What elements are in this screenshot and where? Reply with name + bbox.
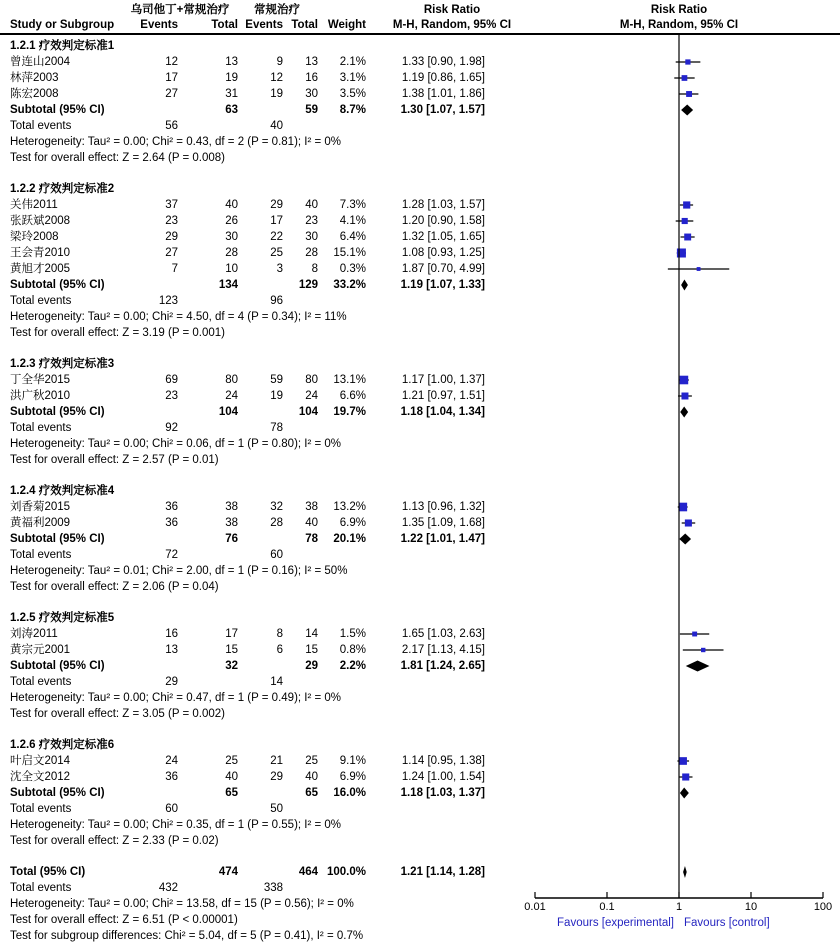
axis-tick-label: 0.01	[524, 901, 546, 913]
total-control: 23	[305, 215, 318, 227]
events-control: 19	[270, 88, 283, 100]
risk-ratio-ci-text: 1.33 [0.90, 1.98]	[401, 56, 485, 68]
subtotal-weight: 33.2%	[333, 279, 366, 291]
events-column-header-control: Events	[245, 19, 283, 31]
events-control: 6	[276, 644, 283, 656]
total-experimental: 31	[225, 88, 238, 100]
control-group-header: 常规治疗	[254, 4, 300, 16]
events-experimental: 24	[165, 755, 178, 767]
table-row	[0, 547, 840, 563]
study-name: 张跃斌2008	[10, 215, 71, 227]
risk-ratio-ci-text: 2.17 [1.13, 4.15]	[401, 644, 485, 656]
total-experimental: 13	[225, 56, 238, 68]
table-row	[0, 610, 840, 626]
subgroup-heading: 1.2.5 疗效判定标准5	[10, 612, 115, 624]
table-row	[0, 102, 840, 118]
grand-total-weight: 100.0%	[326, 866, 366, 878]
table-row	[0, 372, 840, 388]
table-row	[0, 150, 840, 166]
subtotal-total-experimental: 63	[225, 104, 238, 116]
table-row	[0, 833, 840, 849]
favours-control-label: Favours [control]	[684, 917, 770, 929]
table-row	[0, 642, 840, 658]
weight-value: 1.5%	[339, 628, 366, 640]
table-row	[0, 928, 840, 944]
table-row	[0, 579, 840, 595]
events-experimental: 23	[165, 215, 178, 227]
events-experimental: 36	[165, 771, 178, 783]
table-row	[0, 118, 840, 134]
method-column-header-table: M-H, Random, 95% CI	[392, 19, 512, 31]
table-row	[0, 880, 840, 896]
table-row	[0, 134, 840, 150]
table-row	[0, 452, 840, 468]
subtotal-total-control: 104	[298, 406, 318, 418]
subtotal-ci-text: 1.30 [1.07, 1.57]	[400, 104, 485, 116]
events-control: 9	[276, 56, 283, 68]
total-events-experimental: 432	[158, 882, 178, 894]
weight-value: 13.1%	[333, 374, 366, 386]
events-experimental: 23	[165, 390, 178, 402]
study-name: 林萍2003	[10, 72, 59, 84]
table-row	[0, 468, 840, 483]
table-row	[0, 341, 840, 356]
header-rule	[0, 33, 840, 35]
total-experimental: 40	[225, 771, 238, 783]
subtotal-label: Subtotal (95% CI)	[10, 279, 105, 291]
risk-ratio-ci-text: 1.14 [0.95, 1.38]	[401, 755, 485, 767]
total-control: 38	[305, 501, 318, 513]
total-control: 40	[305, 517, 318, 529]
study-name: 梁玲2008	[10, 231, 59, 243]
total-events-control: 50	[270, 803, 283, 815]
weight-value: 13.2%	[333, 501, 366, 513]
table-row	[0, 483, 840, 499]
weight-value: 7.3%	[339, 199, 366, 211]
table-row	[0, 626, 840, 642]
risk-ratio-ci-text: 1.87 [0.70, 4.99]	[401, 263, 485, 275]
total-experimental: 19	[225, 72, 238, 84]
subtotal-total-control: 78	[305, 533, 318, 545]
table-row	[0, 737, 840, 753]
events-experimental: 69	[165, 374, 178, 386]
events-control: 19	[270, 390, 283, 402]
total-experimental: 25	[225, 755, 238, 767]
table-row	[0, 404, 840, 420]
total-events-label: Total events	[10, 295, 72, 307]
total-events-experimental: 72	[165, 549, 178, 561]
events-control: 17	[270, 215, 283, 227]
table-row	[0, 325, 840, 341]
table-row	[0, 817, 840, 833]
heterogeneity-text: Heterogeneity: Tau² = 0.00; Chi² = 0.35, df = 1 (P = 0.55); I² = 0%	[10, 819, 342, 831]
total-control: 28	[305, 247, 318, 259]
total-experimental: 38	[225, 501, 238, 513]
table-row	[0, 213, 840, 229]
subtotal-total-control: 129	[298, 279, 318, 291]
table-row	[0, 896, 840, 912]
subtotal-ci-text: 1.18 [1.03, 1.37]	[400, 787, 485, 799]
total-control: 15	[305, 644, 318, 656]
total-control: 30	[305, 88, 318, 100]
table-row	[0, 388, 840, 404]
total-experimental: 24	[225, 390, 238, 402]
events-control: 28	[270, 517, 283, 529]
total-control: 80	[305, 374, 318, 386]
risk-ratio-header-table: Risk Ratio	[423, 4, 481, 16]
subgroup-differences-text: Test for subgroup differences: Chi² = 5.04, df = 5 (P = 0.41), I² = 0.7%	[10, 930, 364, 942]
table-row	[0, 245, 840, 261]
subtotal-weight: 2.2%	[339, 660, 366, 672]
table-row	[0, 356, 840, 372]
subtotal-label: Subtotal (95% CI)	[10, 533, 105, 545]
subgroup-heading: 1.2.6 疗效判定标准6	[10, 739, 115, 751]
risk-ratio-ci-text: 1.19 [0.86, 1.65]	[401, 72, 485, 84]
weight-value: 6.9%	[339, 771, 366, 783]
events-control: 32	[270, 501, 283, 513]
total-column-header-control: Total	[291, 19, 318, 31]
study-name: 黄福利2009	[10, 517, 71, 529]
events-control: 12	[270, 72, 283, 84]
total-events-label: Total events	[10, 549, 72, 561]
total-control: 8	[311, 263, 318, 275]
subgroup-heading: 1.2.3 疗效判定标准3	[10, 358, 115, 370]
total-control: 40	[305, 199, 318, 211]
table-row	[0, 436, 840, 452]
study-name: 黄旭才2005	[10, 263, 71, 275]
overall-effect-text: Test for overall effect: Z = 2.64 (P = 0.008)	[10, 152, 225, 164]
total-events-experimental: 29	[165, 676, 178, 688]
grand-total-control: 464	[298, 866, 318, 878]
weight-value: 9.1%	[339, 755, 366, 767]
table-row	[0, 722, 840, 737]
study-name: 刘香菊2015	[10, 501, 71, 513]
subtotal-total-experimental: 134	[218, 279, 238, 291]
table-row	[0, 753, 840, 769]
total-control: 30	[305, 231, 318, 243]
table-row	[0, 706, 840, 722]
table-row	[0, 801, 840, 817]
events-experimental: 27	[165, 247, 178, 259]
table-row	[0, 181, 840, 197]
subtotal-total-experimental: 76	[225, 533, 238, 545]
table-row	[0, 785, 840, 801]
subtotal-weight: 19.7%	[333, 406, 366, 418]
table-row	[0, 864, 840, 880]
total-experimental: 17	[225, 628, 238, 640]
study-name: 沈全文2012	[10, 771, 71, 783]
table-row	[0, 595, 840, 610]
total-control: 40	[305, 771, 318, 783]
method-column-header-plot: M-H, Random, 95% CI	[619, 19, 739, 31]
subtotal-label: Subtotal (95% CI)	[10, 104, 105, 116]
table-row	[0, 658, 840, 674]
events-experimental: 37	[165, 199, 178, 211]
subtotal-ci-text: 1.81 [1.24, 2.65]	[400, 660, 485, 672]
table-row	[0, 515, 840, 531]
study-name: 叶启文2014	[10, 755, 71, 767]
table-row	[0, 86, 840, 102]
axis-tick-label: 0.1	[599, 901, 615, 913]
total-events-experimental: 92	[165, 422, 178, 434]
subgroup-heading: 1.2.4 疗效判定标准4	[10, 485, 115, 497]
subtotal-total-control: 65	[305, 787, 318, 799]
total-events-label: Total events	[10, 422, 72, 434]
overall-effect-text: Test for overall effect: Z = 3.05 (P = 0.002)	[10, 708, 225, 720]
total-events-control: 40	[270, 120, 283, 132]
table-row	[0, 420, 840, 436]
risk-ratio-ci-text: 1.65 [1.03, 2.63]	[401, 628, 485, 640]
table-row	[0, 499, 840, 515]
table-row	[0, 531, 840, 547]
weight-value: 6.9%	[339, 517, 366, 529]
weight-value: 2.1%	[339, 56, 366, 68]
events-experimental: 36	[165, 517, 178, 529]
axis-tick-label: 10	[744, 901, 758, 913]
total-experimental: 26	[225, 215, 238, 227]
events-control: 29	[270, 199, 283, 211]
risk-ratio-ci-text: 1.13 [0.96, 1.32]	[401, 501, 485, 513]
total-events-experimental: 56	[165, 120, 178, 132]
table-row	[0, 293, 840, 309]
overall-effect-text: Test for overall effect: Z = 3.19 (P = 0.001)	[10, 327, 225, 339]
events-column-header-experimental: Events	[140, 19, 178, 31]
table-row	[0, 38, 840, 54]
events-experimental: 36	[165, 501, 178, 513]
weight-value: 0.3%	[339, 263, 366, 275]
table-row	[0, 769, 840, 785]
weight-value: 3.1%	[339, 72, 366, 84]
heterogeneity-text: Heterogeneity: Tau² = 0.01; Chi² = 2.00, df = 1 (P = 0.16); I² = 50%	[10, 565, 348, 577]
risk-ratio-header-plot: Risk Ratio	[650, 4, 708, 16]
heterogeneity-text: Heterogeneity: Tau² = 0.00; Chi² = 0.43, df = 2 (P = 0.81); I² = 0%	[10, 136, 342, 148]
experimental-group-header: 乌司他丁+常规治疗	[130, 4, 230, 16]
study-name: 刘涛2011	[10, 628, 58, 640]
favours-experimental-label: Favours [experimental]	[557, 917, 674, 929]
total-experimental: 28	[225, 247, 238, 259]
study-name: 王会青2010	[10, 247, 71, 259]
risk-ratio-ci-text: 1.35 [1.09, 1.68]	[401, 517, 485, 529]
study-name: 陈宏2008	[10, 88, 59, 100]
events-control: 25	[270, 247, 283, 259]
table-row	[0, 229, 840, 245]
table-row	[0, 674, 840, 690]
total-events-label: Total events	[10, 676, 72, 688]
weight-value: 15.1%	[333, 247, 366, 259]
weight-value: 0.8%	[339, 644, 366, 656]
grand-total-experimental: 474	[218, 866, 238, 878]
overall-effect-text: Test for overall effect: Z = 6.51 (P < 0.00001)	[10, 914, 238, 926]
total-events-label: Total events	[10, 120, 72, 132]
total-control: 24	[305, 390, 318, 402]
total-events-control: 14	[270, 676, 283, 688]
grand-total-label: Total (95% CI)	[10, 866, 86, 878]
subgroup-heading: 1.2.2 疗效判定标准2	[10, 183, 115, 195]
total-events-label: Total events	[10, 803, 72, 815]
total-column-header-experimental: Total	[211, 19, 238, 31]
subtotal-label: Subtotal (95% CI)	[10, 660, 105, 672]
events-control: 59	[270, 374, 283, 386]
risk-ratio-ci-text: 1.24 [1.00, 1.54]	[401, 771, 485, 783]
total-events-control: 96	[270, 295, 283, 307]
subgroup-heading: 1.2.1 疗效判定标准1	[10, 40, 115, 52]
risk-ratio-ci-text: 1.38 [1.01, 1.86]	[401, 88, 485, 100]
subtotal-total-experimental: 32	[225, 660, 238, 672]
risk-ratio-ci-text: 1.20 [0.90, 1.58]	[401, 215, 485, 227]
study-name: 洪广秋2010	[10, 390, 71, 402]
subtotal-ci-text: 1.19 [1.07, 1.33]	[400, 279, 485, 291]
weight-value: 6.6%	[339, 390, 366, 402]
total-experimental: 38	[225, 517, 238, 529]
table-row	[0, 261, 840, 277]
risk-ratio-ci-text: 1.32 [1.05, 1.65]	[401, 231, 485, 243]
risk-ratio-ci-text: 1.28 [1.03, 1.57]	[401, 199, 485, 211]
heterogeneity-text: Heterogeneity: Tau² = 0.00; Chi² = 0.47, df = 1 (P = 0.49); I² = 0%	[10, 692, 342, 704]
subtotal-ci-text: 1.22 [1.01, 1.47]	[400, 533, 485, 545]
study-name: 曾连山2004	[10, 56, 71, 68]
total-experimental: 15	[225, 644, 238, 656]
axis-tick-label: 1	[675, 901, 683, 913]
subtotal-weight: 16.0%	[333, 787, 366, 799]
events-control: 8	[276, 628, 283, 640]
heterogeneity-text: Heterogeneity: Tau² = 0.00; Chi² = 0.06, df = 1 (P = 0.80); I² = 0%	[10, 438, 342, 450]
total-events-control: 78	[270, 422, 283, 434]
events-experimental: 27	[165, 88, 178, 100]
table-row	[0, 690, 840, 706]
subtotal-total-experimental: 65	[225, 787, 238, 799]
table-row	[0, 563, 840, 579]
events-control: 22	[270, 231, 283, 243]
overall-effect-text: Test for overall effect: Z = 2.06 (P = 0.04)	[10, 581, 219, 593]
total-experimental: 40	[225, 199, 238, 211]
risk-ratio-ci-text: 1.08 [0.93, 1.25]	[401, 247, 485, 259]
total-control: 14	[305, 628, 318, 640]
events-control: 29	[270, 771, 283, 783]
axis-tick-label: 100	[813, 901, 833, 913]
subtotal-weight: 20.1%	[333, 533, 366, 545]
heterogeneity-text: Heterogeneity: Tau² = 0.00; Chi² = 13.58, df = 15 (P = 0.56); I² = 0%	[10, 898, 354, 910]
weight-column-header: Weight	[327, 19, 366, 31]
events-experimental: 16	[165, 628, 178, 640]
overall-effect-text: Test for overall effect: Z = 2.57 (P = 0.01)	[10, 454, 219, 466]
total-control: 25	[305, 755, 318, 767]
overall-effect-text: Test for overall effect: Z = 2.33 (P = 0.02)	[10, 835, 219, 847]
subtotal-label: Subtotal (95% CI)	[10, 406, 105, 418]
table-row	[0, 197, 840, 213]
events-experimental: 13	[165, 644, 178, 656]
subtotal-label: Subtotal (95% CI)	[10, 787, 105, 799]
total-events-control: 60	[270, 549, 283, 561]
weight-value: 6.4%	[339, 231, 366, 243]
grand-total-ci-text: 1.21 [1.14, 1.28]	[400, 866, 485, 878]
risk-ratio-ci-text: 1.17 [1.00, 1.37]	[401, 374, 485, 386]
table-row	[0, 849, 840, 864]
events-control: 21	[270, 755, 283, 767]
total-events-experimental: 60	[165, 803, 178, 815]
total-experimental: 80	[225, 374, 238, 386]
events-control: 3	[276, 263, 283, 275]
study-name: 丁全华2015	[10, 374, 71, 386]
total-control: 13	[305, 56, 318, 68]
events-experimental: 12	[165, 56, 178, 68]
total-experimental: 30	[225, 231, 238, 243]
subtotal-weight: 8.7%	[339, 104, 366, 116]
subtotal-ci-text: 1.18 [1.04, 1.34]	[400, 406, 485, 418]
subtotal-total-control: 29	[305, 660, 318, 672]
total-events-experimental: 123	[158, 295, 178, 307]
study-column-header: Study or Subgroup	[10, 19, 115, 31]
table-row	[0, 309, 840, 325]
heterogeneity-text: Heterogeneity: Tau² = 0.00; Chi² = 4.50, df = 4 (P = 0.34); I² = 11%	[10, 311, 347, 323]
weight-value: 3.5%	[339, 88, 366, 100]
table-row	[0, 54, 840, 70]
weight-value: 4.1%	[339, 215, 366, 227]
study-name: 黄宗元2001	[10, 644, 71, 656]
table-row	[0, 277, 840, 293]
events-experimental: 17	[165, 72, 178, 84]
total-events-label: Total events	[10, 882, 72, 894]
total-events-control: 338	[263, 882, 283, 894]
events-experimental: 7	[171, 263, 178, 275]
subtotal-total-experimental: 104	[218, 406, 238, 418]
total-control: 16	[305, 72, 318, 84]
events-experimental: 29	[165, 231, 178, 243]
table-row	[0, 70, 840, 86]
risk-ratio-ci-text: 1.21 [0.97, 1.51]	[401, 390, 485, 402]
subtotal-total-control: 59	[305, 104, 318, 116]
total-experimental: 10	[225, 263, 238, 275]
study-name: 关伟2011	[10, 199, 58, 211]
table-row	[0, 166, 840, 181]
